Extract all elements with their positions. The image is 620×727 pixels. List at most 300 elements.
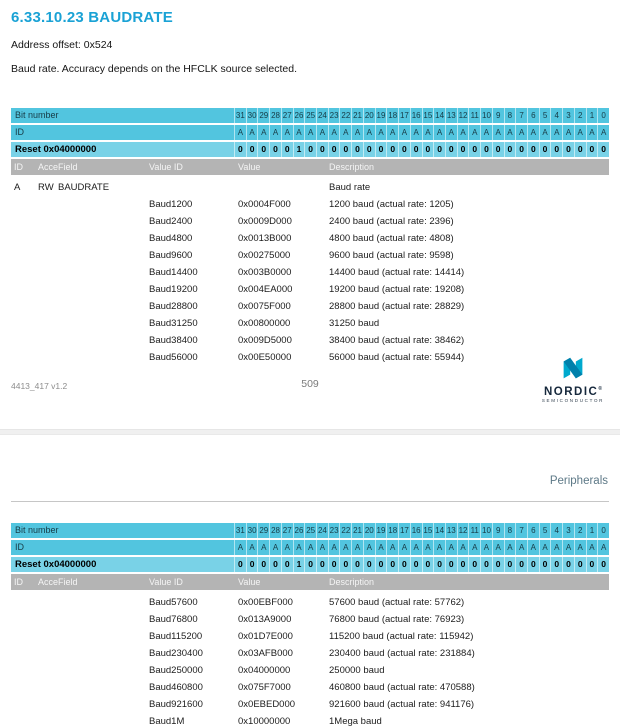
footer-page-number: 509 [301,378,319,390]
value-cell: 0x10000000 [238,716,291,727]
value-cell: 0x075F7000 [238,682,291,693]
bit-number-cells [234,523,609,538]
reset-row [11,142,609,157]
id-cell: A [339,125,351,140]
id-cell: A [574,540,586,555]
bit-number-cell: 5 [539,523,551,538]
registered-mark: ® [598,386,603,392]
table-2-body [11,594,609,727]
description-cell: 460800 baud (actual rate: 470588) [329,682,475,693]
reset-bit-cell: 0 [281,142,293,157]
description-cell: 76800 baud (actual rate: 76923) [329,614,465,625]
reset-bit-cell: 0 [339,557,351,572]
reset-bit-cell: 0 [375,557,387,572]
value-id-cell: Baud28800 [149,301,198,312]
id-cell: A [410,540,422,555]
value-id-cell: Baud1M [149,716,185,727]
column-header-row [11,574,609,590]
id-cell: A [257,125,269,140]
value-id-cell: Baud460800 [149,682,203,693]
reset-bit-cell: 0 [269,142,281,157]
reset-bit-cell: 0 [574,557,586,572]
value-cell: 0x009D5000 [238,335,292,346]
value-row [11,679,609,696]
value-cell: 0x0013B000 [238,233,292,244]
value-row [11,628,609,645]
reset-bit-cell: 0 [550,142,562,157]
id-cell: A [597,540,609,555]
value-row [11,196,609,213]
id-row [11,125,609,140]
value-id-cell: Baud921600 [149,699,203,710]
reset-bit-cell: 0 [445,557,457,572]
bit-number-cell: 21 [351,108,363,123]
value-id-cell: Baud76800 [149,614,198,625]
reset-bit-cell: 0 [422,142,434,157]
id-cell: A [281,540,293,555]
id-cell: A [492,125,504,140]
reset-bit-cell: 0 [433,557,445,572]
bit-number-cell: 8 [504,523,516,538]
value-cell: 0x0075F000 [238,301,291,312]
column-header-description: Description [329,577,375,587]
reset-bit-cell: 0 [234,557,246,572]
reset-bit-cell: 0 [304,557,316,572]
reset-bit-cell: 0 [316,557,328,572]
reset-bit-cell: 0 [410,142,422,157]
reset-bit-cell: 0 [480,142,492,157]
value-id-cell: Baud9600 [149,250,193,261]
bit-number-cell: 2 [574,523,586,538]
bit-number-cell: 1 [586,523,598,538]
id-cell: A [316,540,328,555]
bit-number-cell: 8 [504,108,516,123]
table-1-body [11,179,609,366]
reset-bit-cell: 0 [246,557,258,572]
address-offset: Address offset: 0x524 [11,39,113,51]
bit-number-cell: 3 [562,108,574,123]
field-description-cell: Baud rate [329,182,371,193]
id-cell: A [246,540,258,555]
running-header: Peripherals [549,475,608,487]
value-id-cell: Baud38400 [149,335,198,346]
id-cell: A [550,125,562,140]
bit-number-cell: 29 [257,523,269,538]
reset-bit-cell: 0 [234,142,246,157]
value-cell: 0x003B0000 [238,267,292,278]
reset-bit-cell: 0 [386,557,398,572]
description-cell: 56000 baud (actual rate: 55944) [329,352,465,363]
bit-number-cell: 7 [515,108,527,123]
id-cell: A [281,125,293,140]
bit-number-cell: 17 [398,108,410,123]
bit-number-cell: 24 [316,523,328,538]
bit-number-cell: 26 [293,523,305,538]
reset-bit-cell: 0 [492,557,504,572]
bit-number-cell: 29 [257,108,269,123]
bit-number-cell: 25 [304,523,316,538]
reset-bit-cell: 0 [422,557,434,572]
bit-number-cell: 10 [480,523,492,538]
table-1-rows [11,196,609,366]
column-header-access: Acce [38,577,59,587]
reset-bit-cell: 0 [562,142,574,157]
bit-number-cell: 13 [445,523,457,538]
value-row [11,696,609,713]
reset-row-label: Reset 0x04000000 [15,559,97,570]
description-cell: 921600 baud (actual rate: 941176) [329,699,475,710]
bit-number-cell: 23 [328,523,340,538]
value-id-cell: Baud19200 [149,284,198,295]
reset-bit-cell: 0 [269,557,281,572]
bit-number-cell: 28 [269,108,281,123]
value-cell: 0x04000000 [238,665,291,676]
reset-bit-cell: 0 [492,142,504,157]
reset-bit-cell: 0 [445,142,457,157]
bit-number-cell: 22 [339,108,351,123]
bit-number-cell: 9 [492,108,504,123]
description-cell: 1200 baud (actual rate: 1205) [329,199,454,210]
value-row [11,298,609,315]
value-cell: 0x00275000 [238,250,291,261]
id-cell: A [433,125,445,140]
reset-bit-cell: 0 [304,142,316,157]
nordic-logo-icon [558,352,588,384]
value-row [11,213,609,230]
value-row [11,247,609,264]
bit-number-cell: 4 [550,108,562,123]
column-header-field: Field [58,577,78,587]
bit-number-cell: 30 [246,108,258,123]
register-field-row [11,179,609,196]
table-2-rows [11,594,609,727]
value-cell: 0x0009D000 [238,216,292,227]
reset-bit-cell: 0 [539,557,551,572]
value-row [11,281,609,298]
value-id-cell: Baud31250 [149,318,198,329]
reset-bit-cell: 0 [375,142,387,157]
reset-bit-cell: 0 [527,557,539,572]
reset-bit-cell: 0 [574,142,586,157]
column-header-id: ID [14,162,23,172]
id-cell: A [246,125,258,140]
reset-bit-cell: 0 [257,142,269,157]
id-cell: A [269,125,281,140]
reset-bit-cell: 0 [386,142,398,157]
reset-bit-cell: 1 [293,557,305,572]
value-id-cell: Baud14400 [149,267,198,278]
reset-bit-cell: 0 [562,557,574,572]
bit-number-cell: 20 [363,108,375,123]
bit-number-cell: 11 [468,523,480,538]
reset-bit-cell: 0 [457,142,469,157]
id-cell: A [586,125,598,140]
bit-number-cell: 26 [293,108,305,123]
id-cell: A [515,125,527,140]
value-cell: 0x03AFB000 [238,648,293,659]
id-row-label: ID [15,542,24,552]
reset-bit-cell: 0 [468,142,480,157]
bit-number-cell: 9 [492,523,504,538]
value-id-cell: Baud2400 [149,216,193,227]
column-header-id: ID [14,577,23,587]
description-cell: 28800 baud (actual rate: 28829) [329,301,465,312]
register-description: Baud rate. Accuracy depends on the HFCLK source selected. [11,63,297,75]
bit-number-cell: 13 [445,108,457,123]
reset-bit-cell: 0 [339,142,351,157]
nordic-logo [535,352,611,404]
value-cell: 0x00EBF000 [238,597,293,608]
id-cell: A [504,540,516,555]
id-cell: A [375,125,387,140]
value-cell: 0x0EBED000 [238,699,296,710]
bit-number-cell: 3 [562,523,574,538]
reset-cells [234,557,609,572]
bit-number-cell: 24 [316,108,328,123]
id-cell: A [550,540,562,555]
bit-number-cell: 7 [515,523,527,538]
bit-number-cell: 0 [597,108,609,123]
bit-number-cell: 27 [281,523,293,538]
value-cell: 0x004EA000 [238,284,293,295]
reset-bit-cell: 0 [281,557,293,572]
column-header-description: Description [329,162,375,172]
bit-number-cell: 21 [351,523,363,538]
value-row [11,230,609,247]
field-id-cell: A [14,182,21,193]
description-cell: 31250 baud [329,318,380,329]
reset-bit-cell: 0 [328,142,340,157]
bit-number-cell: 22 [339,523,351,538]
reset-bit-cell: 0 [351,557,363,572]
value-id-cell: Baud230400 [149,648,203,659]
description-cell: 9600 baud (actual rate: 9598) [329,250,454,261]
bit-number-cell: 14 [433,523,445,538]
reset-bit-cell: 0 [480,557,492,572]
id-cell: A [328,125,340,140]
id-cell: A [422,540,434,555]
id-cell: A [328,540,340,555]
id-cell: A [386,540,398,555]
reset-row [11,557,609,572]
bit-number-row [11,108,609,123]
id-cell: A [468,540,480,555]
reset-bit-cell: 0 [457,557,469,572]
bit-number-cell: 28 [269,523,281,538]
nordic-logo-subtext: SEMICONDUCTOR [541,397,605,403]
value-id-cell: Baud56000 [149,352,198,363]
bit-number-row [11,523,609,538]
id-cell: A [234,540,246,555]
reset-bit-cell: 0 [539,142,551,157]
id-cell: A [562,125,574,140]
reset-bit-cell: 0 [363,142,375,157]
reset-bit-cell: 0 [597,557,609,572]
id-cell: A [457,540,469,555]
column-header-field: Field [58,162,78,172]
reset-bit-cell: 0 [433,142,445,157]
bit-number-cell: 17 [398,523,410,538]
reset-bit-cell: 0 [586,557,598,572]
reset-bit-cell: 0 [257,557,269,572]
reset-bit-cell: 0 [398,142,410,157]
column-header-row [11,159,609,175]
bit-number-cell: 31 [234,523,246,538]
id-cell: A [480,125,492,140]
reset-bit-cell: 0 [351,142,363,157]
bit-number-cell: 14 [433,108,445,123]
reset-bit-cell: 0 [246,142,258,157]
description-cell: 115200 baud (actual rate: 115942) [329,631,474,642]
bit-number-cell: 19 [375,523,387,538]
description-cell: 1Mega baud [329,716,382,727]
value-cell: 0x00E50000 [238,352,292,363]
id-row [11,540,609,555]
id-cell: A [410,125,422,140]
column-header-access: Acce [38,162,59,172]
id-cell: A [398,125,410,140]
bit-number-cell: 30 [246,523,258,538]
bit-number-cell: 1 [586,108,598,123]
value-row [11,713,609,727]
id-cell: A [304,125,316,140]
reset-bit-cell: 0 [398,557,410,572]
bit-number-cell: 16 [410,108,422,123]
id-cell: A [339,540,351,555]
id-cell: A [504,125,516,140]
reset-bit-cell: 0 [410,557,422,572]
reset-bit-cell: 0 [550,557,562,572]
id-cell: A [269,540,281,555]
value-row [11,332,609,349]
id-cell: A [562,540,574,555]
id-cell: A [515,540,527,555]
value-row [11,349,609,366]
id-cell: A [527,125,539,140]
description-cell: 230400 baud (actual rate: 231884) [329,648,475,659]
id-cell: A [363,125,375,140]
id-cell: A [445,540,457,555]
bit-number-cell: 10 [480,108,492,123]
id-cell: A [375,540,387,555]
reset-bit-cell: 0 [468,557,480,572]
description-cell: 14400 baud (actual rate: 14414) [329,267,465,278]
bit-number-cell: 15 [422,523,434,538]
value-cell: 0x00800000 [238,318,291,329]
id-cell: A [293,125,305,140]
description-cell: 4800 baud (actual rate: 4808) [329,233,454,244]
id-cell: A [351,125,363,140]
bit-number-cell: 20 [363,523,375,538]
id-cell: A [363,540,375,555]
reset-bit-cell: 0 [316,142,328,157]
description-cell: 2400 baud (actual rate: 2396) [329,216,454,227]
page-title: 6.33.10.23 BAUDRATE [11,9,173,26]
reset-bit-cell: 1 [293,142,305,157]
value-row [11,315,609,332]
value-row [11,594,609,611]
description-cell: 57600 baud (actual rate: 57762) [329,597,465,608]
value-id-cell: Baud250000 [149,665,203,676]
reset-bit-cell: 0 [328,557,340,572]
id-cell: A [468,125,480,140]
description-cell: 250000 baud [329,665,385,676]
id-cell: A [539,540,551,555]
description-cell: 19200 baud (actual rate: 19208) [329,284,465,295]
id-cell: A [586,540,598,555]
bit-number-cell: 16 [410,523,422,538]
bit-number-cell: 12 [457,523,469,538]
value-id-cell: Baud115200 [149,631,203,642]
bit-number-cell: 11 [468,108,480,123]
id-cell: A [234,125,246,140]
page-2 [0,435,620,727]
value-row [11,662,609,679]
id-cell: A [351,540,363,555]
reset-bit-cell: 0 [515,142,527,157]
id-cell: A [316,125,328,140]
footer-document-id: 4413_417 v1.2 [11,381,68,391]
nordic-logo-text: NORDIC® [543,385,603,398]
value-id-cell: Baud57600 [149,597,198,608]
id-cell: A [304,540,316,555]
column-header-value: Value [238,577,261,587]
value-row [11,611,609,628]
field-name-cell: BAUDRATE [58,182,110,193]
id-cell: A [398,540,410,555]
reset-bit-cell: 0 [363,557,375,572]
bit-number-cell: 2 [574,108,586,123]
register-table-1 [11,108,609,366]
id-cells [234,540,609,555]
id-cell: A [480,540,492,555]
field-access-cell: RW [38,182,54,193]
bit-number-cell: 23 [328,108,340,123]
bit-number-cell: 5 [539,108,551,123]
bit-number-label: Bit number [15,525,59,535]
value-row [11,264,609,281]
register-table-2 [11,523,609,727]
bit-number-cell: 6 [527,523,539,538]
bit-number-cells [234,108,609,123]
id-cell: A [597,125,609,140]
bit-number-cell: 0 [597,523,609,538]
value-cell: 0x0004F000 [238,199,291,210]
id-row-label: ID [15,127,24,137]
reset-cells [234,142,609,157]
id-cell: A [457,125,469,140]
id-cell: A [539,125,551,140]
reset-bit-cell: 0 [586,142,598,157]
column-header-value-id: Value ID [149,162,183,172]
bit-number-cell: 18 [386,108,398,123]
reset-bit-cell: 0 [515,557,527,572]
bit-number-cell: 19 [375,108,387,123]
column-header-value-id: Value ID [149,577,183,587]
bit-number-cell: 6 [527,108,539,123]
id-cell: A [527,540,539,555]
bit-number-cell: 27 [281,108,293,123]
reset-bit-cell: 0 [527,142,539,157]
bit-number-cell: 15 [422,108,434,123]
id-cell: A [574,125,586,140]
reset-bit-cell: 0 [504,557,516,572]
description-cell: 38400 baud (actual rate: 38462) [329,335,465,346]
value-id-cell: Baud1200 [149,199,193,210]
value-cell: 0x013A9000 [238,614,292,625]
id-cell: A [492,540,504,555]
bit-number-label: Bit number [15,110,59,120]
